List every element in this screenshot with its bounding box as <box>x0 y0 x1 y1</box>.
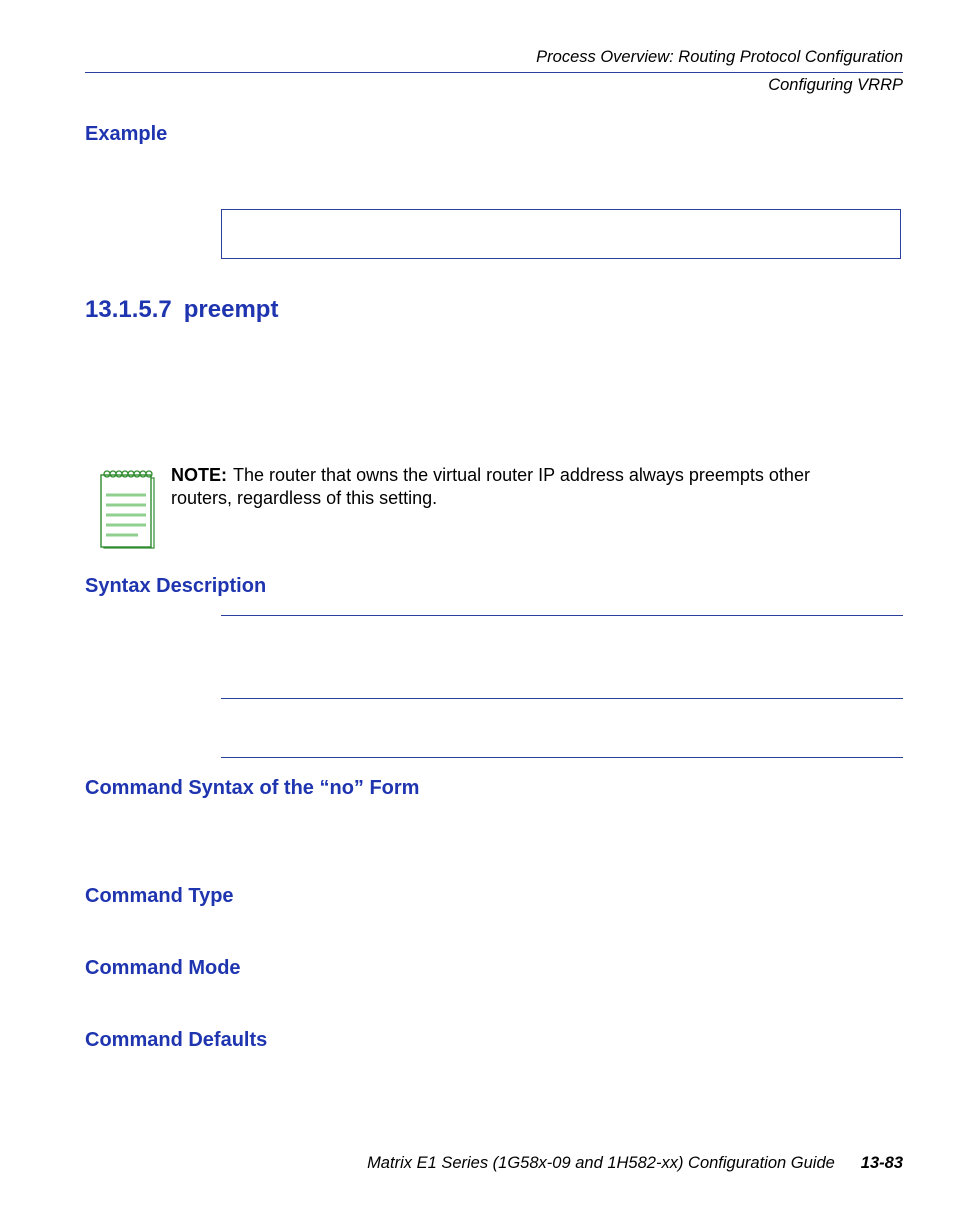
syntax-table-bottom-rule <box>221 757 903 758</box>
note-label: NOTE: <box>171 465 227 485</box>
header-section: Configuring VRRP <box>768 76 903 94</box>
notepad-icon <box>100 468 156 550</box>
syntax-table-middle-rule <box>221 698 903 699</box>
header-chapter: Process Overview: Routing Protocol Configuration <box>536 48 903 66</box>
note-text: The router that owns the virtual router IP address always preempts other routers, regardless of this setting. <box>171 465 810 508</box>
heading-syntax-description: Syntax Description <box>85 575 267 597</box>
footer-page-number: 13-83 <box>860 1154 903 1172</box>
page-footer <box>367 1154 903 1173</box>
heading-command-defaults: Command Defaults <box>85 1029 268 1051</box>
heading-no-form: Command Syntax of the “no” Form <box>85 777 420 799</box>
note-block <box>171 464 861 510</box>
heading-command-mode: Command Mode <box>85 957 241 979</box>
section-title <box>85 296 278 324</box>
header-rule <box>85 72 903 73</box>
syntax-table-top-rule <box>221 615 903 616</box>
section-number: 13.1.5.7 <box>85 296 172 323</box>
heading-command-type: Command Type <box>85 885 234 907</box>
heading-example: Example <box>85 123 168 145</box>
section-name: preempt <box>183 296 279 323</box>
footer-guide-title: Matrix E1 Series (1G58x-09 and 1H582-xx) Configuration Guide <box>367 1154 835 1172</box>
example-code-box <box>221 209 901 259</box>
